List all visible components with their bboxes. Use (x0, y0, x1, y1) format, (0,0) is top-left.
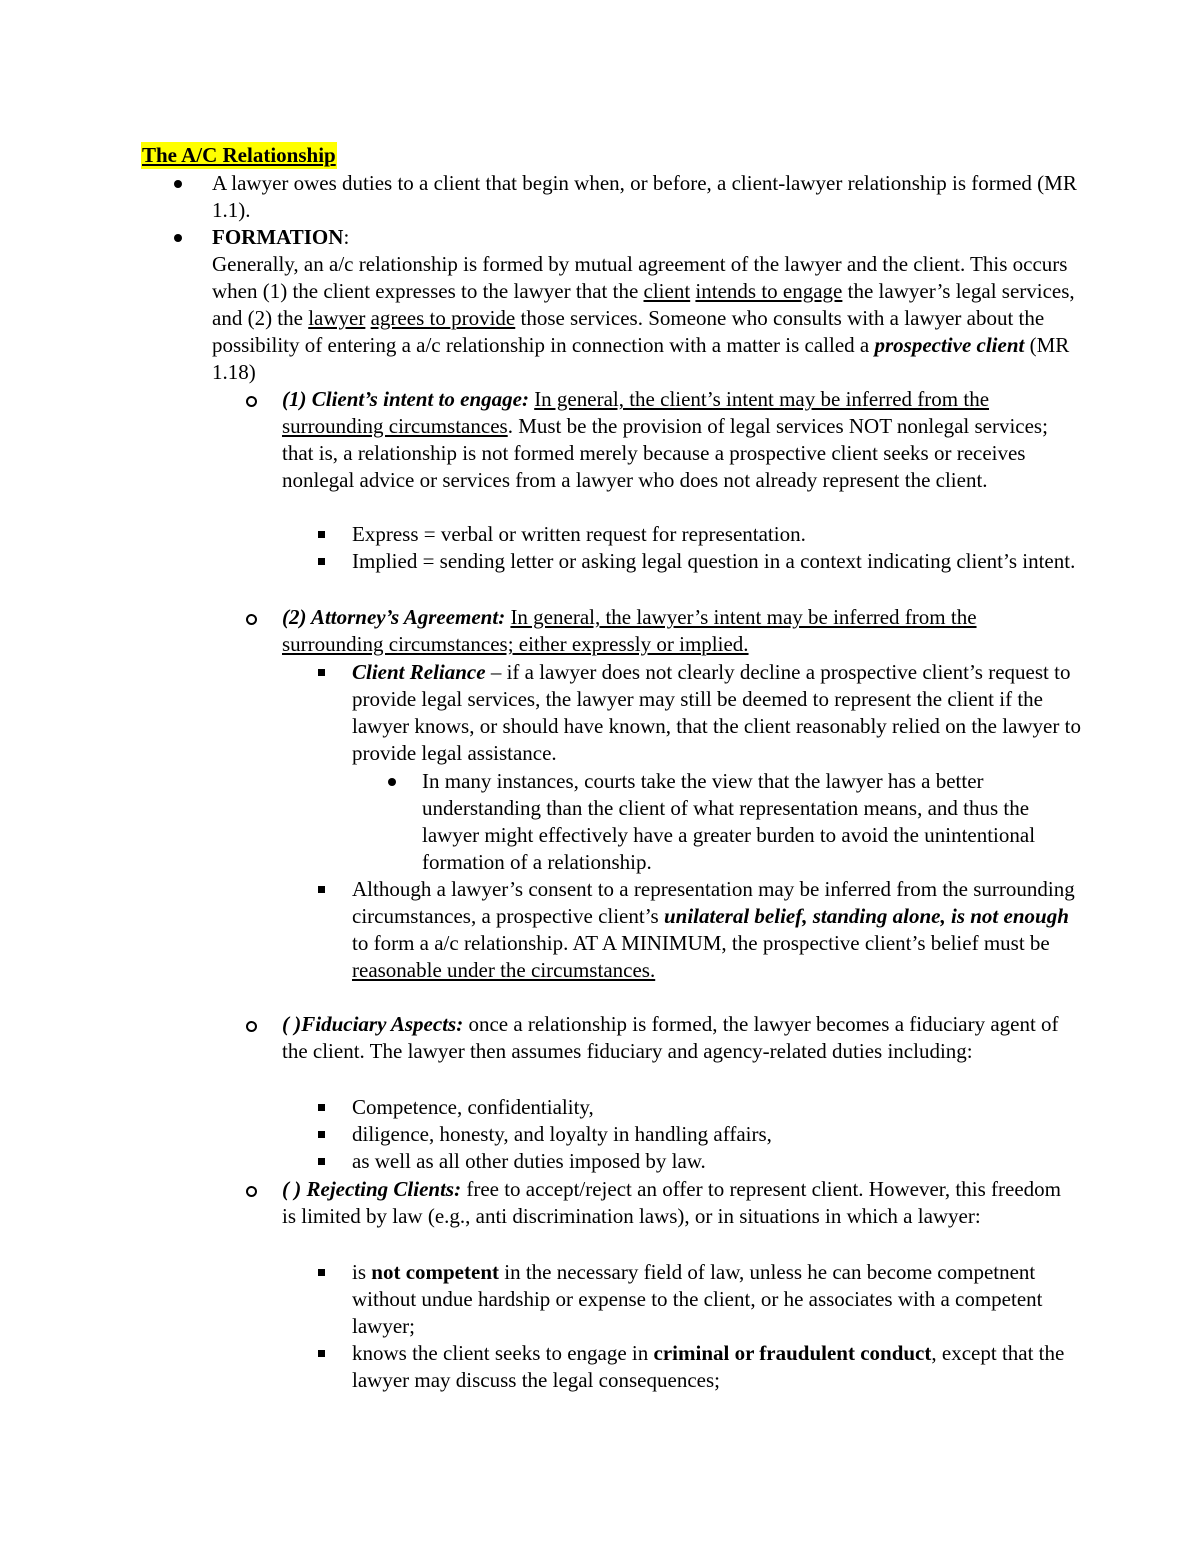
bullet-dot-icon (174, 234, 182, 242)
client-intent-underline: In general, the client’s intent may be inferred from the surrounding circumstances (282, 387, 990, 438)
fiduciary-paragraph (282, 1011, 1072, 1065)
unilateral-belief-term: unilateral belief, standing alone, is not enough (663, 904, 1069, 928)
prospective-client-term: prospective client (874, 333, 1025, 357)
formation-text-2: the lawyer’s legal services, and (2) the (212, 279, 1075, 330)
bullet-dot-icon (174, 180, 182, 188)
attorney-agreement-paragraph (282, 604, 1072, 658)
unilateral-belief-item (352, 876, 1082, 984)
formation-text-3: those services. Someone who consults with a lawyer about the possibility of entering a a/c relationship in connection with a matter is called a (212, 306, 1045, 357)
express-item: Express = verbal or written request for representation. (352, 522, 806, 546)
criminal-conduct-term: criminal or fraudulent conduct (653, 1341, 932, 1365)
fiduciary-item: Competence, confidentiality, (352, 1095, 594, 1119)
bullet-circle-icon (246, 614, 257, 625)
attorney-agreement-label: (2) Attorney’s Agreement: (282, 605, 506, 629)
client-intent-label: (1) Client’s intent to engage: (282, 387, 529, 411)
fiduciary-label: ( )Fiduciary Aspects: (282, 1012, 464, 1036)
client-intent-paragraph (282, 386, 1072, 494)
bullet-circle-icon (246, 1186, 257, 1197)
bullet-dot-icon (388, 778, 396, 786)
not-competent-term: not competent (371, 1260, 499, 1284)
attorney-agreement-underline: In general, the lawyer’s intent may be inferred from the surrounding circumstances; either expressly or implied. (282, 605, 977, 656)
rejecting-clients-text: free to accept/reject an offer to represent client. However, this freedom is limited by law (e.g., anti discrimination laws), or in situations in which a lawyer: (282, 1177, 1061, 1228)
formation-underline-agrees: agrees to provide (370, 306, 516, 330)
criminal-conduct-item (352, 1340, 1082, 1394)
bullet-square-icon (318, 669, 325, 676)
reasonable-underline: reasonable under the circumstances. (352, 958, 656, 982)
client-intent-text: . Must be the provision of legal services NOT nonlegal services; that is, a relationship is not formed merely because a prospective client seeks or receives nonlegal advice or services from a lawyer who does not already represent the client. (282, 414, 1048, 492)
bullet-square-icon (318, 886, 325, 893)
client-reliance-label: Client Reliance (352, 660, 486, 684)
fiduciary-item: diligence, honesty, and loyalty in handling affairs, (352, 1122, 772, 1146)
bullet-square-icon (318, 1104, 325, 1111)
page-title: The A/C Relationship (142, 143, 336, 167)
formation-text-1: Generally, an a/c relationship is formed by mutual agreement of the lawyer and the client. This occurs when (1) the client expresses to the lawyer that the (212, 252, 1068, 303)
formation-paragraph (212, 224, 1082, 386)
formation-underline-lawyer: lawyer (308, 306, 366, 330)
formation-underline-intends: intends to engage (695, 279, 843, 303)
implied-item: Implied = sending letter or asking legal question in a context indicating client’s intent. (352, 549, 1076, 573)
bullet-circle-icon (246, 1021, 257, 1032)
client-reliance-item (352, 659, 1082, 767)
client-reliance-text: – if a lawyer does not clearly decline a prospective client’s request to provide legal services, the lawyer may still be deemed to represent the client if the lawyer knows, or should have known, that the client reasonably relied on the lawyer to provide legal assistance. (352, 660, 1081, 765)
not-competent-text-1: is (352, 1260, 372, 1284)
bullet-circle-icon (246, 396, 257, 407)
unilateral-text-1: Although a lawyer’s consent to a representation may be inferred from the surrounding circumstances, a prospective client’s (352, 877, 1075, 928)
formation-underline-client: client (643, 279, 691, 303)
bullet-square-icon (318, 1158, 325, 1165)
not-competent-text-2: in the necessary field of law, unless he can become competnent without undue hardship or expense to the client, or he associates with a competent lawyer; (352, 1260, 1043, 1338)
bullet-square-icon (318, 558, 325, 565)
criminal-text-2: , except that the lawyer may discuss the legal consequences; (352, 1341, 1065, 1392)
unilateral-text-2: to form a a/c relationship. AT A MINIMUM, the prospective client’s belief must be (352, 931, 1050, 955)
bullet-square-icon (318, 1131, 325, 1138)
bullet-square-icon (318, 1350, 325, 1357)
duties-paragraph: A lawyer owes duties to a client that begin when, or before, a client-lawyer relationship is formed (MR 1.1). (212, 171, 1077, 222)
bullet-square-icon (318, 531, 325, 538)
bullet-square-icon (318, 1269, 325, 1276)
fiduciary-item: as well as all other duties imposed by law. (352, 1149, 706, 1173)
rejecting-clients-label: ( ) Rejecting Clients: (282, 1177, 462, 1201)
many-instances-item: In many instances, courts take the view that the lawyer has a better understanding than the client of what representation means, and thus the lawyer might effectively have a greater burden to avoid the unintentional formation of a relationship. (422, 769, 1036, 874)
fiduciary-text: once a relationship is formed, the lawyer becomes a fiduciary agent of the client. The lawyer then assumes fiduciary and agency-related duties including: (282, 1012, 1059, 1063)
not-competent-item (352, 1259, 1082, 1340)
formation-colon: : (343, 225, 350, 249)
formation-label: FORMATION (212, 225, 344, 249)
formation-text-4: (MR 1.18) (212, 333, 1070, 384)
criminal-text-1: knows the client seeks to engage in (352, 1341, 654, 1365)
rejecting-clients-paragraph (282, 1176, 1072, 1230)
